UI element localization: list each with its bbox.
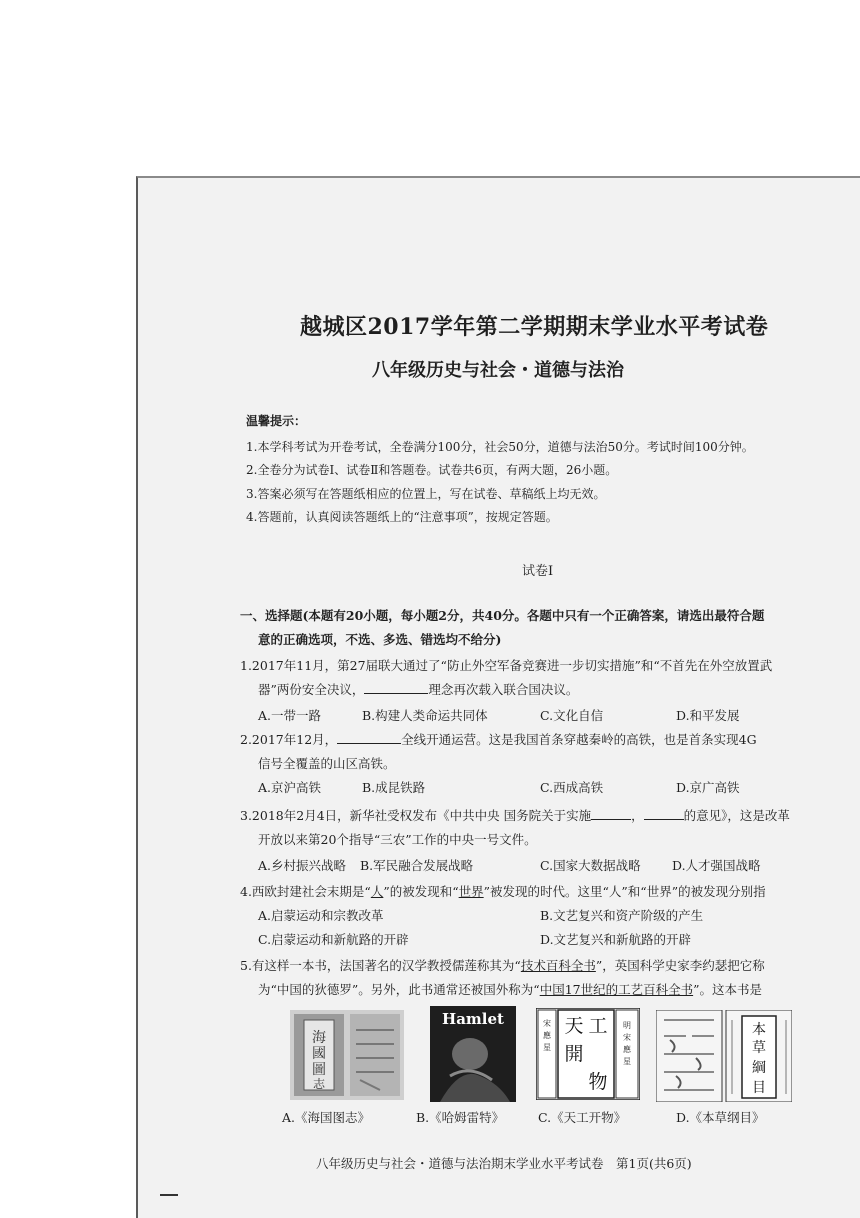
q5-stem-line2: 为“中国的狄德罗”。另外，此书通常还被国外称为“中国17世纪的工艺百科全书”。这本书是 [258, 982, 762, 997]
q3-option-d: D.人才强国战略 [672, 858, 761, 873]
q3-blank [644, 809, 684, 820]
q3-stem-line2: 开放以来第20个指导“三农”工作的中央一号文件。 [258, 832, 537, 847]
q1-stem-line1: 1.2017年11月，第27届联大通过了“防止外空军备竞赛进一步切实措施”和“不首先在外空放置武 [240, 658, 773, 673]
q3-option-b: B.军民融合发展战略 [360, 858, 474, 873]
cover-text-char: 綱 [752, 1060, 766, 1076]
q3-stem-line1: 3.2018年2月4日，新华社受权发布《中共中央 国务院关于实施 ， 的意见》，这是改革 [240, 808, 790, 823]
q1-option-c: C.文化自信 [540, 708, 604, 723]
side-text: 宋 [543, 1019, 551, 1028]
q4-option-c: C.启蒙运动和新航路的开辟 [258, 932, 409, 947]
cover-text-char: 天 [564, 1015, 584, 1037]
q1-option-b: B.构建人类命运共同体 [362, 708, 488, 723]
q2-option-d: D.京广高铁 [676, 780, 740, 795]
q4-option-b: B.文艺复兴和资产阶级的产生 [540, 908, 704, 923]
q4-option-d: D.文艺复兴和新航路的开辟 [540, 932, 692, 947]
side-text: 應 [543, 1031, 551, 1040]
paper-label: 试卷Ⅰ [522, 564, 554, 579]
q1-option-d: D.和平发展 [676, 708, 740, 723]
note-item: 2.全卷分为试卷Ⅰ、试卷Ⅱ和答题卷。试卷共6页，有两大题，26小题。 [246, 463, 618, 477]
page-footer: 八年级历史与社会・道德与法治期末学业水平考试卷 第1页(共6页) [316, 1156, 692, 1171]
side-text: 星 [623, 1057, 631, 1066]
section-instructions-line2: 意的正确选项，不选、多选、错选均不给分) [258, 632, 502, 647]
q5-caption-d: D.《本草纲目》 [676, 1110, 765, 1125]
cover-text-char: 工 [588, 1015, 608, 1037]
cover-text-char: 物 [588, 1071, 608, 1093]
image-tiangong-kaiwu [536, 1008, 640, 1100]
image-bencao-gangmu [656, 1010, 792, 1102]
exam-title: 越城区2017学年第二学期期末学业水平考试卷 [300, 314, 769, 340]
section-instructions-line1: 一、选择题(本题有20小题，每小题2分，共40分。各题中只有一个正确答案，请选出最符合题 [240, 608, 765, 623]
note-item: 4.答题前，认真阅读答题纸上的“注意事项”，按规定答题。 [246, 510, 558, 524]
q1-blank [364, 683, 428, 694]
cover-text-char: 志 [312, 1077, 326, 1091]
q2-option-c: C.西成高铁 [540, 780, 604, 795]
scan-edge-mark [160, 1194, 178, 1196]
q2-stem-line1: 2.2017年12月， 全线开通运营。这是我国首条穿越秦岭的高铁，也是首条实现4G [240, 732, 757, 747]
side-text: 應 [623, 1045, 631, 1054]
cover-text-char: 圖 [312, 1062, 326, 1078]
q1-option-a: A.一带一路 [258, 708, 322, 723]
image-haiguo-tuzhi [290, 1010, 404, 1100]
notes-heading: 温馨提示： [246, 414, 307, 428]
q4-stem: 4.西欧封建社会末期是“人”的被发现和“世界”被发现的时代。这里“人”和“世界”的被发现分别指 [240, 884, 766, 899]
q3-blank [591, 809, 631, 820]
q4-option-a: A.启蒙运动和宗教改革 [258, 908, 384, 923]
q2-blank [337, 733, 401, 744]
q2-option-b: B.成昆铁路 [362, 780, 426, 795]
q5-caption-b: B.《哈姆雷特》 [416, 1110, 505, 1125]
q1-stem-line2: 器”两份安全决议， 理念再次载入联合国决议。 [258, 682, 579, 697]
cover-text-char: 開 [564, 1043, 584, 1065]
exam-subtitle: 八年级历史与社会・道德与法治 [372, 360, 624, 381]
cover-text-char: 草 [752, 1040, 766, 1056]
q2-option-a: A.京沪高铁 [258, 780, 322, 795]
q3-option-a: A.乡村振兴战略 [258, 858, 347, 873]
cover-text-char: 目 [752, 1080, 766, 1096]
q5-stem-line1: 5.有这样一本书，法国著名的汉学教授儒莲称其为“技术百科全书”，英国科学史家李约瑟把它称 [240, 958, 765, 973]
note-item: 1.本学科考试为开卷考试，全卷满分100分，社会50分，道德与法治50分。考试时间100分钟。 [246, 440, 754, 454]
cover-text-char: 海 [312, 1030, 326, 1046]
side-text: 明 [623, 1021, 631, 1030]
q2-stem-line2: 信号全覆盖的山区高铁。 [258, 756, 396, 771]
q5-caption-a: A.《海国图志》 [282, 1110, 371, 1125]
cover-text: Hamlet [442, 1010, 504, 1028]
side-text: 宋 [623, 1033, 631, 1042]
cover-text-char: 本 [752, 1022, 766, 1038]
side-text: 星 [543, 1043, 551, 1052]
note-item: 3.答案必须写在答题纸相应的位置上，写在试卷、草稿纸上均无效。 [246, 487, 606, 501]
image-hamlet [430, 1006, 516, 1102]
cover-text-char: 國 [312, 1046, 326, 1062]
q3-option-c: C.国家大数据战略 [540, 858, 641, 873]
q5-caption-c: C.《天工开物》 [538, 1110, 627, 1125]
